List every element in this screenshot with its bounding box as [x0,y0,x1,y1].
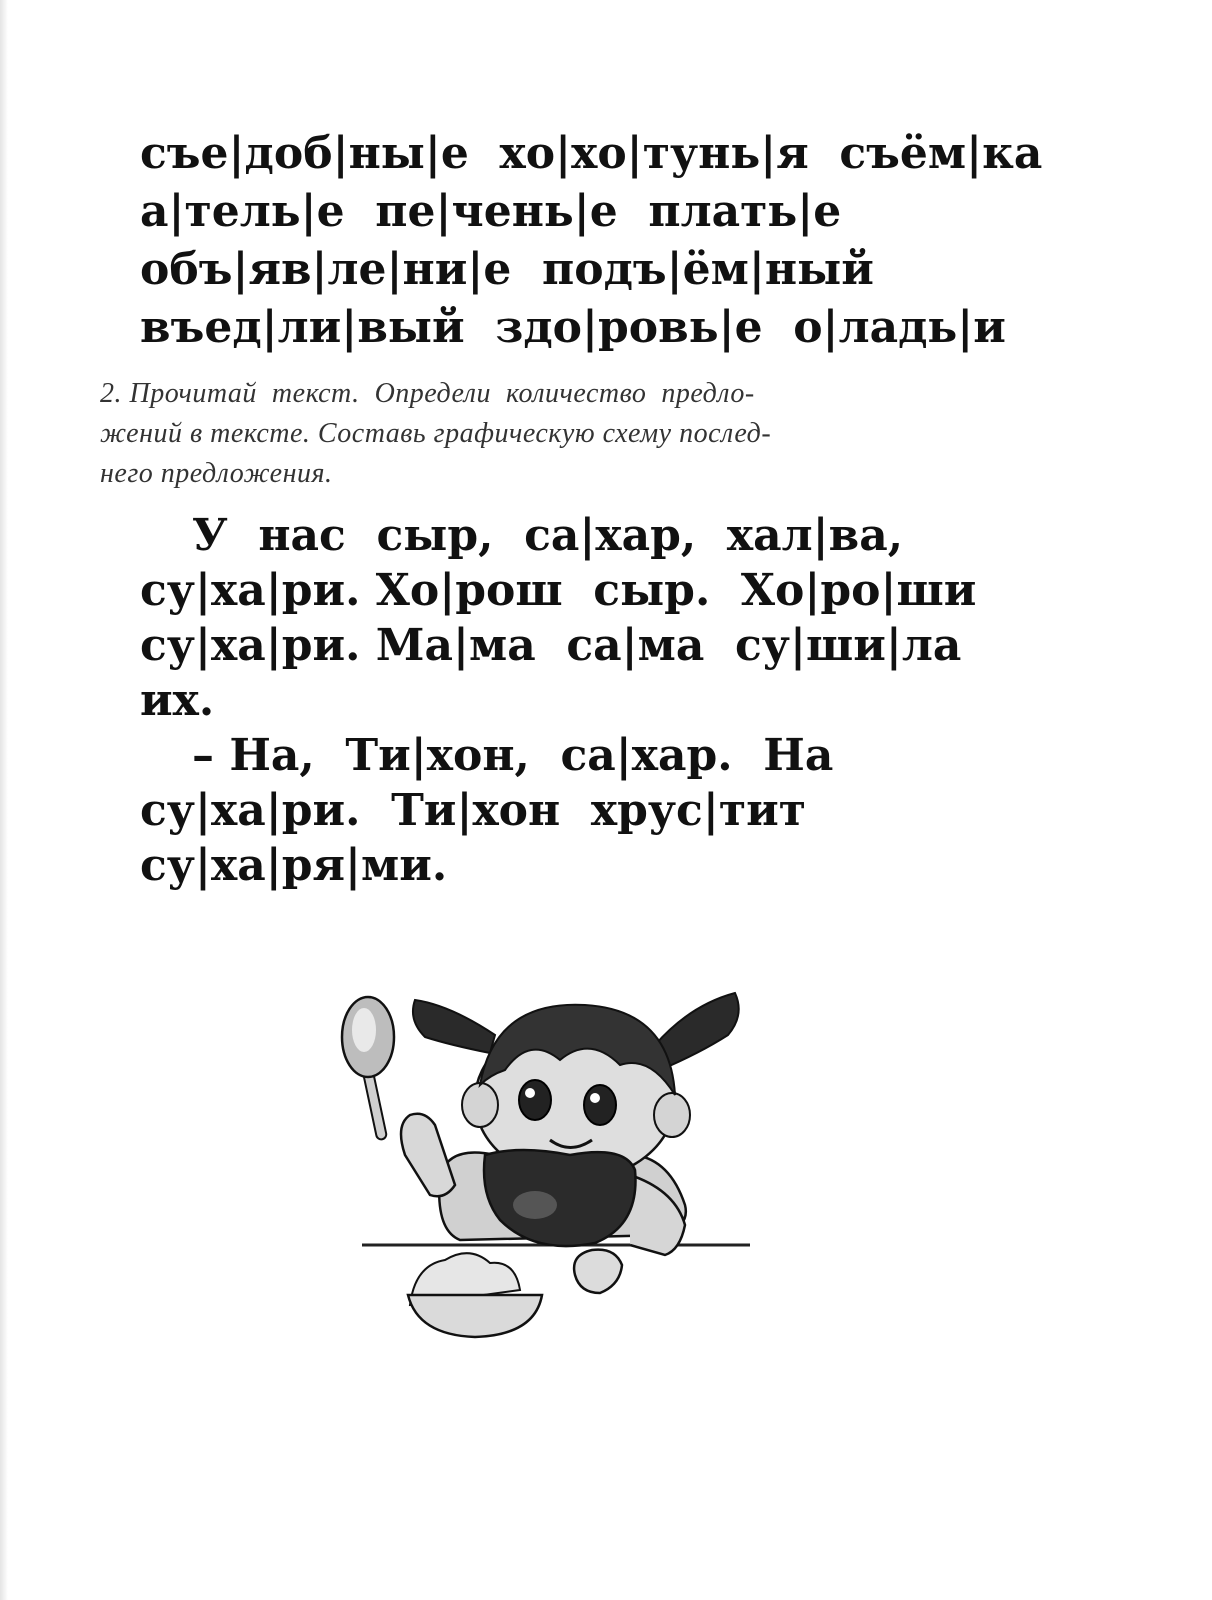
story-line-1: У нас сыр, са|хар, хал|ва, [192,510,904,561]
story-line-3: су|ха|ри. Ма|ма са|ма су|ши|ла [140,620,962,671]
task-line-1: 2. Прочитай текст. Определи количество предло- [100,378,755,409]
page-edge-shadow [0,0,8,1600]
story-line-4: их. [140,675,215,726]
story-line-6: су|ха|ри. Ти|хон хрус|тит [140,785,806,836]
task-line-3: него предложения. [100,458,333,489]
story-line-5: – На, Ти|хон, са|хар. На [192,730,834,781]
syllable-line-2: а|тель|е пе|чень|е плать|е [140,186,842,237]
task-instruction [100,374,1000,494]
girl-with-spoon-illustration [330,975,770,1355]
syllable-line-1: съе|доб|ны|е хо|хо|тунь|я съём|ка [140,128,1043,179]
syllable-line-3: объ|яв|ле|ни|е подъ|ём|ный [140,244,874,295]
task-line-2: жений в тексте. Составь графическую схему послед- [100,418,772,449]
syllable-word-list [140,125,1042,357]
reading-text [140,508,976,893]
girl-with-spoon-and-bowl-icon [330,975,770,1355]
story-line-2: су|ха|ри. Хо|рош сыр. Хо|ро|ши [140,565,977,616]
story-line-7: су|ха|ря|ми. [140,840,448,891]
syllable-line-4: въед|ли|вый здо|ровь|е о|ладь|и [140,302,1006,353]
